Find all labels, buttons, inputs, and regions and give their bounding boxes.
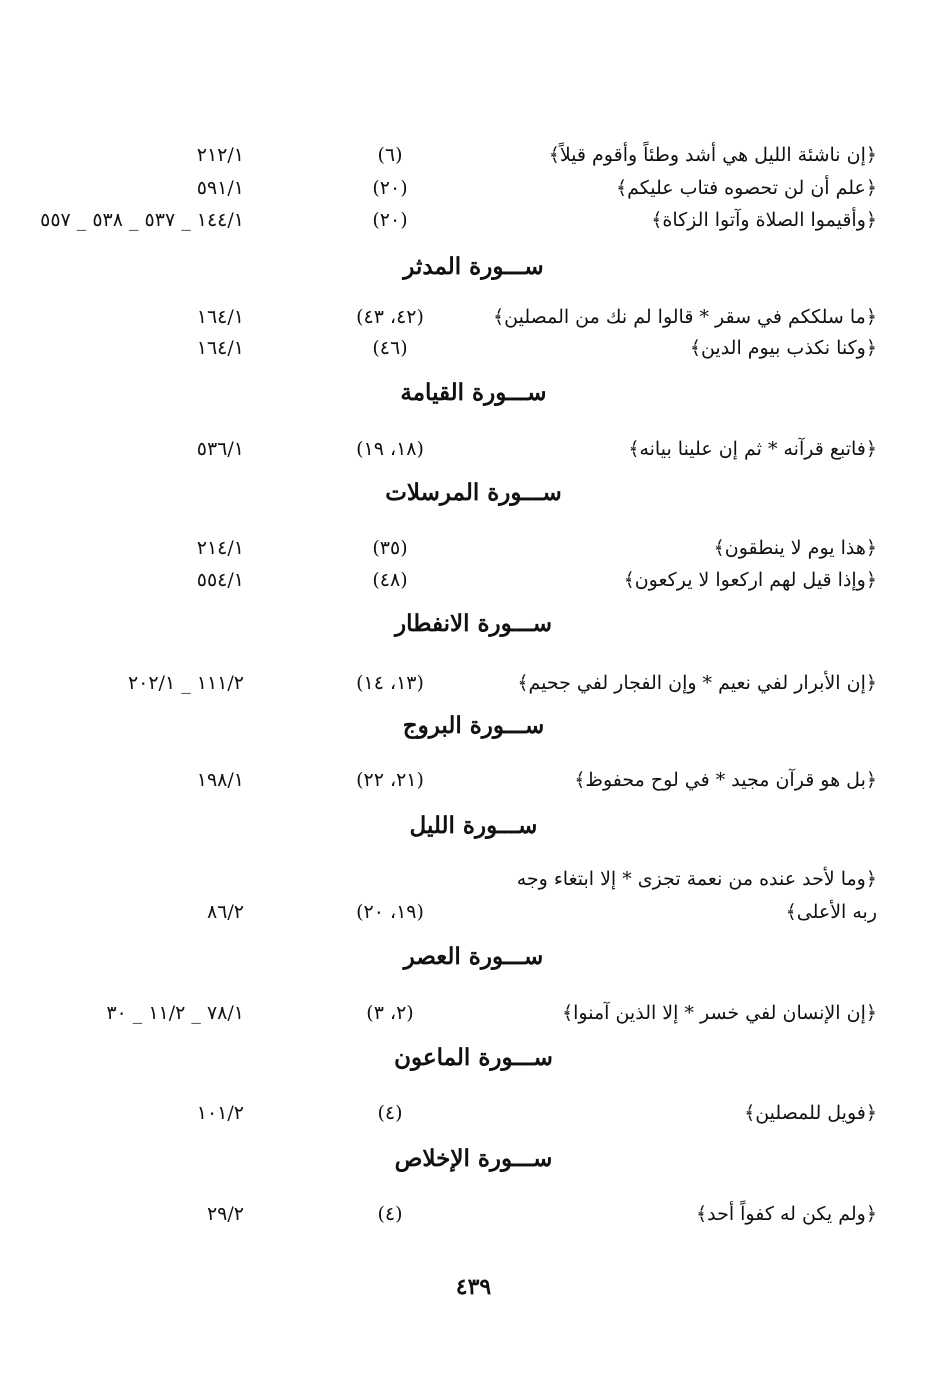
ayah-number: (١٨، ١٩) [356, 438, 424, 460]
ayah-number: (١٩، ٢٠) [356, 901, 424, 923]
page-reference: ٢١٤/١ [196, 537, 244, 559]
verse-row [0, 998, 947, 1028]
surah-heading: ســـورة العصر [403, 943, 544, 970]
page-reference: ٥٩١/١ [196, 177, 244, 199]
verse-text: ﴿فويل للمصلين﴾ [744, 1102, 877, 1124]
page-reference: ٨٦/٢ [206, 901, 244, 923]
verse-text: ﴿وأقيموا الصلاة وآتوا الزكاة﴾ [651, 209, 877, 231]
verse-text-line2: ربه الأعلى﴾ [785, 901, 877, 923]
ayah-number: (٢، ٣) [366, 1002, 414, 1024]
surah-heading: ســـورة المدثر [403, 253, 544, 280]
surah-heading: ســـورة الإخلاص [394, 1145, 553, 1172]
ayah-number: (٤٢، ٤٣) [356, 306, 424, 328]
verse-text: ﴿ولم يكن له كفواً أحد﴾ [695, 1203, 877, 1225]
page-reference: ١١١/٢ _ ٢٠٢/١ [127, 672, 244, 694]
ayah-number: (٤) [377, 1102, 403, 1124]
ayah-number: (٣٥) [372, 537, 408, 559]
surah-heading: ســـورة البروج [402, 712, 545, 739]
ayah-number: (٤) [377, 1203, 403, 1225]
verse-text: ﴿وإذا قيل لهم اركعوا لا يركعون﴾ [623, 569, 877, 591]
verse-row [0, 1199, 947, 1229]
ayah-number: (٢١، ٢٢) [356, 769, 424, 791]
surah-heading: ســـورة القيامة [400, 379, 547, 406]
verse-row [0, 302, 947, 332]
ayah-number: (٦) [377, 144, 403, 166]
verse-row [0, 897, 947, 927]
verse-row [0, 765, 947, 795]
page-reference: ٥٣٦/١ [196, 438, 244, 460]
verse-text: ﴿فاتبع قرآنه * ثم إن علينا بيانه﴾ [628, 438, 877, 460]
ayah-number: (٢٠) [372, 177, 408, 199]
surah-heading: ســـورة المرسلات [385, 479, 562, 506]
page-reference: ١٦٤/١ [196, 337, 244, 359]
surah-heading: ســـورة الماعون [394, 1044, 553, 1071]
page-reference: ٧٨/١ _ ١١/٢ _ ٣٠ [106, 1002, 244, 1024]
verse-text-line1: ﴿وما لأحد عنده من نعمة تجزى * إلا ابتغاء وجه [516, 868, 877, 890]
ayah-number: (٤٦) [372, 337, 408, 359]
verse-row [0, 140, 947, 170]
page-reference: ٢٩/٢ [206, 1203, 244, 1225]
verse-text: ﴿ما سلككم في سقر * قالوا لم نك من المصلين﴾ [492, 306, 877, 328]
verse-row [0, 434, 947, 464]
surah-heading: ســـورة الانفطار [394, 610, 553, 637]
page-reference: ١٤٤/١ _ ٥٣٧ _ ٥٣٨ _ ٥٥٧ [40, 209, 244, 231]
verse-text: ﴿هذا يوم لا ينطقون﴾ [713, 537, 877, 559]
page-number: ٤٣٩ [455, 1274, 492, 1300]
verse-text: ﴿وكنا نكذب بيوم الدين﴾ [689, 337, 877, 359]
verse-row [0, 173, 947, 203]
verse-row [0, 668, 947, 698]
verse-row [0, 565, 947, 595]
verse-row [0, 1098, 947, 1128]
verse-row [0, 533, 947, 563]
verse-text: ﴿إن الأبرار لفي نعيم * وإن الفجار لفي جحيم﴾ [517, 672, 877, 694]
verse-text: ﴿بل هو قرآن مجيد * في لوح محفوظ﴾ [574, 769, 877, 791]
page-reference: ٢١٢/١ [196, 144, 244, 166]
page-reference: ٥٥٤/١ [196, 569, 244, 591]
ayah-number: (١٣، ١٤) [356, 672, 424, 694]
page-reference: ١٩٨/١ [196, 769, 244, 791]
surah-heading: ســـورة الليل [409, 812, 538, 839]
page-reference: ١٠١/٢ [196, 1102, 244, 1124]
ayah-number: (٤٨) [372, 569, 408, 591]
verse-row [0, 205, 947, 235]
verse-text: ﴿علم أن لن تحصوه فتاب عليكم﴾ [615, 177, 877, 199]
ayah-number: (٢٠) [372, 209, 408, 231]
page-reference: ١٦٤/١ [196, 306, 244, 328]
verse-text: ﴿إن ناشئة الليل هي أشد وطئاً وأقوم قيلاً﴾ [548, 144, 877, 166]
verse-text: ﴿إن الإنسان لفي خسر * إلا الذين آمنوا﴾ [562, 1002, 877, 1024]
verse-row [0, 333, 947, 363]
